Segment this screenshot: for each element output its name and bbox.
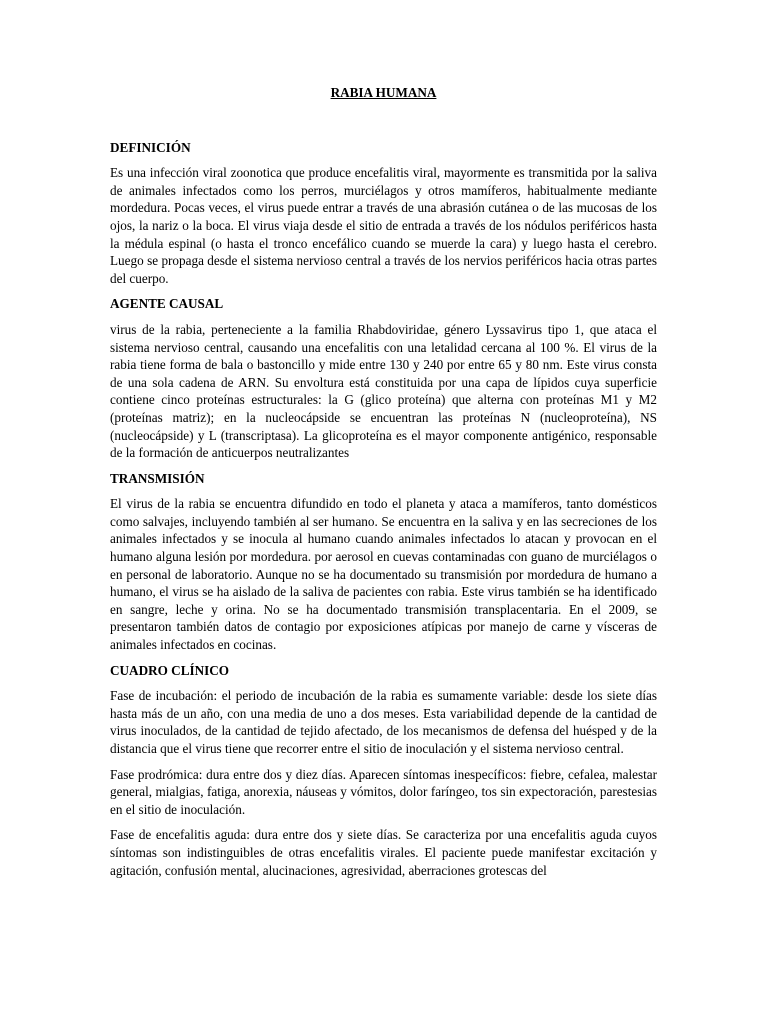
section-transmision	[110, 470, 657, 654]
section-heading-definicion: DEFINICIÓN	[110, 139, 191, 155]
section-agente-causal	[110, 295, 657, 461]
section-definicion	[110, 139, 657, 288]
paragraph: Fase de encefalitis aguda: dura entre dos y siete días. Se caracteriza por una encefalitis aguda cuyos síntomas son indistinguibles de otras encefalitis virales. El paciente puede manifestar excitación y agitación, confusión mental, alucinaciones, agresividad, aberraciones grotescas del	[110, 827, 657, 878]
paragraph: Fase de incubación: el periodo de incubación de la rabia es sumamente variable: desde los siete días hasta más de un año, con una media de uno a dos meses. Esta variabilidad depende de la cantidad de virus inoculados, de la cantidad de tejido afectado, de los mecanismos de defensa del huésped y de la distancia que el virus tiene que recorrer entre el sitio de inoculación y el sistema nervioso central.	[110, 688, 657, 756]
paragraph: virus de la rabia, perteneciente a la familia Rhabdoviridae, género Lyssavirus tipo 1, que ataca el sistema nervioso central, causando una encefalitis con una letalidad cercana al 100 %. El virus de la rabia tiene forma de bala o bastoncillo y mide entre 130 y 240 por entre 65 y 80 nm. Este virus consta de una sola cadena de ARN. Su envoltura está constituida por una capa de lípidos cuya superficie contiene cinco proteínas estructurales: la G (glico proteína) que alterna con proteínas M1 y M2 (proteínas matriz); en la nucleocápside se encuentran las proteínas N (nucleoproteína), NS (nucleocápside) y L (transcriptasa). La glicoproteína es el mayor componente antigénico, responsable de la formación de anticuerpos neutralizantes	[110, 321, 657, 461]
section-cuadro-clinico	[110, 662, 657, 880]
section-heading-agente-causal: AGENTE CAUSAL	[110, 296, 224, 312]
paragraph: Fase prodrómica: dura entre dos y diez días. Aparecen síntomas inespecíficos: fiebre, cefalea, malestar general, mialgias, fatiga, anorexia, náuseas y vómitos, dolor faríngeo, tos sin expectoración, parestesias en el sitio de inoculación.	[110, 766, 657, 817]
document-page	[110, 84, 657, 887]
section-heading-cuadro-clinico: CUADRO CLÍNICO	[110, 662, 230, 678]
paragraph: Es una infección viral zoonotica que produce encefalitis viral, mayormente es transmitida por la saliva de animales infectados como los perros, murciélagos y otros mamíferos, habitualmente mediante mordedura. Pocas veces, el virus puede entrar a través de una abrasión cutánea o de las mucosas de los ojos, la nariz o la boca. El virus viaja desde el sitio de entrada a través de los nódulos periféricos hasta la médula espinal (o hasta el tronco encefálico cuando se muerde la cara) y luego hasta el cerebro. Luego se propaga desde el sistema nervioso central a través de los nervios periféricos hacia otras partes del cuerpo.	[110, 165, 657, 286]
paragraph: El virus de la rabia se encuentra difundido en todo el planeta y ataca a mamíferos, tanto domésticos como salvajes, incluyendo también al ser humano. Se encuentra en la saliva y en las secreciones de los animales infectados y se inocula al humano cuando animales infectados lo atacan y provocan en el humano alguna lesión por mordedura. por aerosol en cuevas contaminadas con guano de murciélagos o en personal de laboratorio. Aunque no se ha documentado su transmisión por mordedura de humano a humano, el virus se ha aislado de la saliva de pacientes con rabia. Este virus también se ha identificado en sangre, leche y orina. No se ha documentado transmisión transplacentaria. En el 2009, se presentaron también datos de contagio por exposiciones atípicas por manejo de carne y vísceras de animales infectados en cocinas.	[110, 496, 657, 653]
document-title: RABIA HUMANA	[330, 85, 437, 100]
section-heading-transmision: TRANSMISIÓN	[110, 470, 205, 486]
